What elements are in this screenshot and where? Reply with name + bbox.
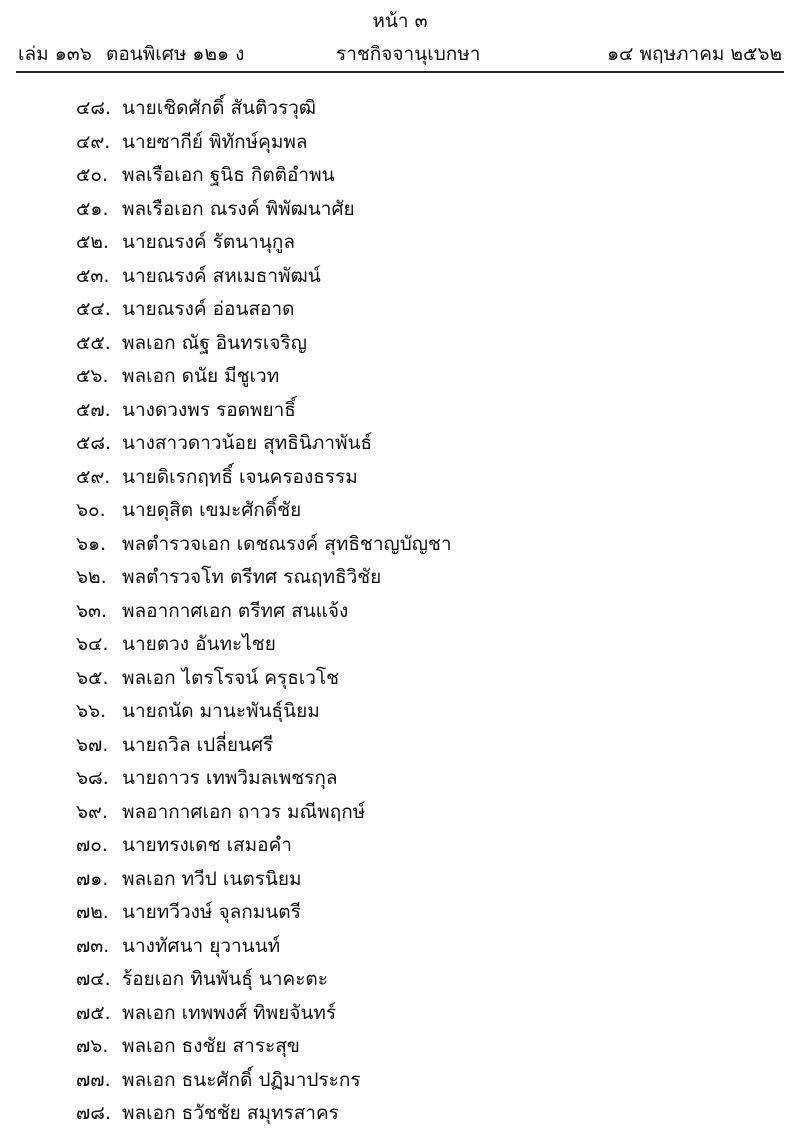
item-name: นายทรงเดช เสมอคำ [122,834,292,856]
list-item [0,628,800,662]
item-number: ๔๘. [76,97,112,119]
item-number: ๗๔. [76,968,111,990]
item-number: ๗๘. [76,1102,111,1124]
list-item [0,126,800,160]
item-name: พลอากาศเอก ถาวร มณีพฤกษ์ [122,800,366,823]
item-name: พลตำรวจโท ตรีทศ รณฤทธิวิชัย [122,566,382,588]
list-item [0,327,800,361]
list-item [0,494,800,528]
item-number: ๖๕. [76,666,109,689]
item-name: นายซากีย์ พิทักษ์คุมพล [122,130,308,153]
item-name: พลเอก ทวีป เนตรนิยม [122,867,302,890]
item-name: นายเชิดศักดิ์ สันติวรวุฒิ [122,97,317,119]
list-item [0,595,800,629]
page-number: หน้า ๓ [372,10,428,32]
list-item [0,829,800,863]
item-number: ๔๙. [76,130,111,153]
header-divider [16,71,784,73]
item-number: ๖๘. [76,767,109,789]
item-number: ๗๕. [76,1001,111,1024]
item-number: ๗๓. [76,934,110,957]
item-name: นายตวง อันทะไชย [122,633,276,655]
header-date: ๑๔ พฤษภาคม ๒๕๖๒ [607,43,782,65]
running-header [18,40,782,68]
item-number: ๕๖. [76,365,109,387]
item-number: ๖๑. [76,532,107,555]
header-issue: ตอนพิเศษ ๑๒๑ ง [106,43,245,65]
item-number: ๕๒. [76,231,109,253]
item-number: ๕๔. [76,298,111,320]
header-gazette-title: ราชกิจจานุเบกษา [336,43,481,65]
item-name: พลตำรวจเอก เดชณรงค์ สุทธิชาญบัญชา [122,532,452,555]
item-number: ๖๐. [76,499,106,521]
item-name: พลเอก ธวัชชัย สมุทรสาคร [122,1102,339,1124]
list-item [0,729,800,763]
item-name: นายดิเรกฤทธิ์ เจนครองธรรม [122,465,358,488]
item-number: ๕๙. [76,465,111,488]
item-number: ๖๒. [76,566,107,588]
item-number: ๕๓. [76,264,110,287]
list-item [0,360,800,394]
list-item [0,92,800,126]
list-item [0,662,800,696]
item-number: ๖๗. [76,733,109,756]
item-number: ๗๖. [76,1035,109,1057]
item-name: พลเอก เทพพงศ์ ทิพยจันทร์ [122,1001,337,1024]
list-item [0,293,800,327]
item-name: นายณรงค์ อ่อนสอาด [122,298,295,320]
item-number: ๕๐. [76,164,109,186]
list-item [0,762,800,796]
list-item [0,1064,800,1098]
item-name: พลเอก ธนะศักดิ์ ปฏิมาประกร [122,1068,361,1091]
list-item [0,159,800,193]
item-number: ๖๔. [76,633,109,655]
item-name: พลอากาศเอก ตรีทศ สนแจ้ง [122,599,349,622]
item-number: ๗๒. [76,901,109,923]
list-item [0,193,800,227]
list-item [0,930,800,964]
list-item [0,1097,800,1131]
item-name: นางสาวดาวน้อย สุทธินิภาพันธ์ [122,432,373,454]
item-number: ๖๓. [76,599,108,622]
item-number: ๗๐. [76,834,108,856]
list-item [0,528,800,562]
list-item [0,863,800,897]
header-volume: เล่ม ๑๓๖ [18,43,92,65]
item-name: พลเอก ดนัย มีชูเวท [122,365,280,387]
item-number: ๕๑. [76,197,109,220]
item-name: นายดุสิต เขมะศักดิ์ชัย [122,499,302,521]
item-name: นายถวิล เปลี่ยนศรี [122,733,274,756]
item-number: ๗๗. [76,1068,111,1091]
name-list [0,92,800,1131]
item-number: ๖๙. [76,800,109,823]
item-name: พลเอก ไตรโรจน์ ครุธเวโช [122,666,340,689]
list-item [0,796,800,830]
list-item [0,561,800,595]
item-name: นายทวีวงษ์ จุลกมนตรี [122,901,301,923]
item-name: พลเอก ณัฐ อินทรเจริญ [122,331,307,354]
item-name: ร้อยเอก ทินพันธุ์ นาคะตะ [122,968,328,990]
list-item [0,695,800,729]
list-item [0,427,800,461]
item-name: นายถนัด มานะพันธุ์นิยม [122,700,320,722]
item-number: ๕๘. [76,432,112,454]
item-number: ๗๑. [76,867,109,890]
item-name: นางดวงพร รอดพยาธิ์ [122,398,296,421]
item-name: นายณรงค์ สหเมธาพัฒน์ [122,264,321,287]
item-name: นายถาวร เทพวิมลเพชรกุล [122,767,338,789]
item-name: นางทัศนา ยุวานนท์ [122,934,281,957]
list-item [0,260,800,294]
list-item [0,1030,800,1064]
list-item [0,963,800,997]
item-number: ๖๖. [76,700,107,722]
item-number: ๕๕. [76,331,111,354]
list-item [0,896,800,930]
item-name: พลเรือเอก ฐนิธ กิตติอำพน [122,164,335,186]
list-item [0,226,800,260]
item-name: พลเอก ธงชัย สาระสุข [122,1035,300,1057]
item-name: พลเรือเอก ณรงค์ พิพัฒนาศัย [122,197,355,220]
list-item [0,461,800,495]
list-item [0,394,800,428]
list-item [0,997,800,1031]
item-name: นายณรงค์ รัตนานุกูล [122,231,295,253]
item-number: ๕๗. [76,398,111,421]
